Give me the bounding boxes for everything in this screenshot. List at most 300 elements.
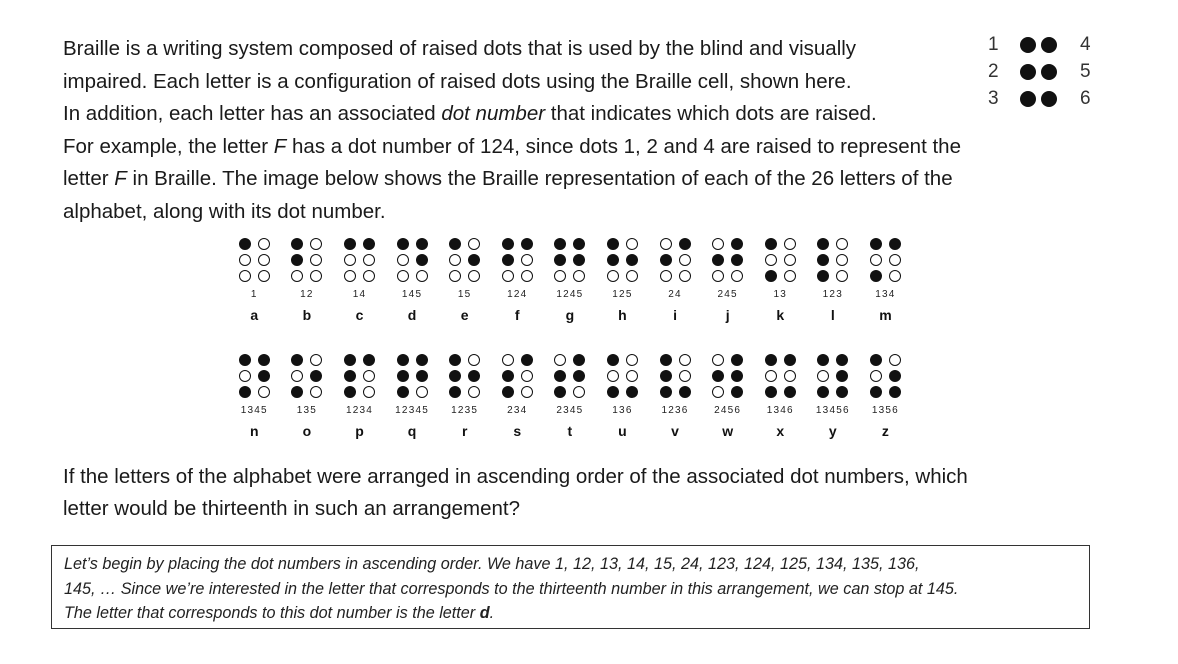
empty-dot xyxy=(521,386,533,398)
braille-cell xyxy=(501,237,534,283)
dot-number-label: 1345 xyxy=(240,405,268,416)
empty-dot xyxy=(502,354,514,366)
empty-dot xyxy=(626,370,638,382)
empty-dot xyxy=(258,386,270,398)
dot-number-label: 1346 xyxy=(766,405,794,416)
braille-letter-h xyxy=(596,237,649,323)
letter-label: b xyxy=(302,307,312,323)
empty-dot xyxy=(449,270,461,282)
raised-dot xyxy=(817,354,829,366)
legend-dot xyxy=(1020,64,1036,80)
letter-label: i xyxy=(673,307,677,323)
dot-number-label: 13456 xyxy=(815,405,850,416)
intro-text: In addition, each letter has an associated xyxy=(63,102,442,125)
empty-dot xyxy=(573,270,585,282)
empty-dot xyxy=(607,270,619,282)
empty-dot xyxy=(344,270,356,282)
empty-dot xyxy=(554,270,566,282)
empty-dot xyxy=(521,254,533,266)
empty-dot xyxy=(468,238,480,250)
legend-row-2 xyxy=(984,61,1096,87)
raised-dot xyxy=(712,370,724,382)
braille-letter-d xyxy=(386,237,439,323)
empty-dot xyxy=(784,238,796,250)
raised-dot xyxy=(573,354,585,366)
braille-cell xyxy=(553,353,586,399)
empty-dot xyxy=(626,354,638,366)
letter-label: d xyxy=(407,307,417,323)
intro-text: has a dot number of 124, since dots 1, 2 and 4 are raised to represent the xyxy=(286,134,961,158)
legend-dot-label: 1 xyxy=(988,34,999,55)
raised-dot xyxy=(889,386,901,398)
braille-cell xyxy=(711,237,744,283)
raised-dot xyxy=(607,354,619,366)
letter-label: y xyxy=(828,423,837,439)
raised-dot xyxy=(397,370,409,382)
letter-label: n xyxy=(250,423,259,439)
solution-text: The letter that corresponds to this dot number is the letter xyxy=(64,604,480,622)
raised-dot xyxy=(502,254,514,266)
letter-label: c xyxy=(355,307,364,323)
raised-dot xyxy=(836,354,848,366)
braille-letter-j xyxy=(701,237,754,323)
raised-dot xyxy=(554,386,566,398)
letter-label: m xyxy=(879,307,892,323)
raised-dot xyxy=(468,254,480,266)
empty-dot xyxy=(449,254,461,266)
empty-dot xyxy=(626,270,638,282)
braille-letter-k xyxy=(754,237,807,323)
raised-dot xyxy=(239,238,251,250)
braille-letter-m xyxy=(859,237,912,323)
intro-line-6: alphabet, along with its dot number. xyxy=(63,199,386,223)
question-line-1: If the letters of the alphabet were arranged in ascending order of the associated dot numbers, which xyxy=(63,465,968,488)
empty-dot xyxy=(291,370,303,382)
braille-cell xyxy=(816,353,849,399)
empty-dot xyxy=(626,238,638,250)
braille-letter-b xyxy=(281,237,334,323)
raised-dot xyxy=(554,370,566,382)
raised-dot xyxy=(363,354,375,366)
braille-cell xyxy=(238,353,271,399)
braille-letter-s xyxy=(491,353,544,439)
raised-dot xyxy=(573,254,585,266)
empty-dot xyxy=(765,370,777,382)
raised-dot xyxy=(660,254,672,266)
legend-dot-label: 4 xyxy=(1080,34,1091,55)
raised-dot xyxy=(817,238,829,250)
braille-cell-legend xyxy=(984,34,1096,114)
braille-cell xyxy=(553,237,586,283)
braille-letter-w xyxy=(701,353,754,439)
letter-label: x xyxy=(776,423,785,439)
empty-dot xyxy=(344,254,356,266)
letter-label: q xyxy=(407,423,417,439)
solution-text: . xyxy=(489,604,495,622)
letter-label: e xyxy=(460,307,469,323)
dot-number-label: 1235 xyxy=(451,405,479,416)
raised-dot xyxy=(784,386,796,398)
raised-dot xyxy=(889,238,901,250)
raised-dot xyxy=(521,354,533,366)
empty-dot xyxy=(870,370,882,382)
intro-line-2: impaired. Each letter is a configuration of raised dots using the Braille cell, shown here. xyxy=(63,69,852,93)
dot-number-label: 1234 xyxy=(345,405,373,416)
empty-dot xyxy=(679,370,691,382)
empty-dot xyxy=(784,254,796,266)
braille-letter-o xyxy=(281,353,334,439)
raised-dot xyxy=(449,354,461,366)
braille-alphabet-row-1 xyxy=(228,237,912,323)
raised-dot xyxy=(239,386,251,398)
empty-dot xyxy=(397,254,409,266)
empty-dot xyxy=(765,254,777,266)
raised-dot xyxy=(416,254,428,266)
empty-dot xyxy=(363,386,375,398)
empty-dot xyxy=(679,354,691,366)
raised-dot xyxy=(521,238,533,250)
question-paragraph xyxy=(63,461,1113,525)
letter-f-term: F xyxy=(114,167,127,190)
empty-dot xyxy=(784,370,796,382)
legend-dot xyxy=(1020,91,1036,107)
braille-letter-l xyxy=(807,237,860,323)
dot-number-label: 12345 xyxy=(395,405,429,416)
intro-line-5 xyxy=(63,163,1073,196)
letter-label: r xyxy=(461,423,468,439)
raised-dot xyxy=(679,238,691,250)
braille-cell xyxy=(606,237,639,283)
braille-letter-i xyxy=(649,237,702,323)
raised-dot xyxy=(573,238,585,250)
legend-dot-label: 6 xyxy=(1080,88,1091,109)
raised-dot xyxy=(449,238,461,250)
raised-dot xyxy=(870,238,882,250)
dot-number-term: dot number xyxy=(441,102,546,125)
dot-number-label: 124 xyxy=(507,289,528,300)
empty-dot xyxy=(712,270,724,282)
raised-dot xyxy=(870,270,882,282)
braille-cell xyxy=(448,237,481,283)
braille-letter-f xyxy=(491,237,544,323)
empty-dot xyxy=(363,270,375,282)
raised-dot xyxy=(731,238,743,250)
dot-number-label: 2345 xyxy=(556,405,584,416)
letter-label: t xyxy=(567,423,573,439)
letter-label: l xyxy=(830,307,835,323)
raised-dot xyxy=(817,386,829,398)
dot-number-label: 134 xyxy=(875,289,896,300)
raised-dot xyxy=(344,238,356,250)
empty-dot xyxy=(363,370,375,382)
empty-dot xyxy=(502,270,514,282)
empty-dot xyxy=(836,238,848,250)
intro-text: in Braille. The image below shows the Braille representation of each of the 26 letters of the xyxy=(126,167,953,190)
intro-text: that indicates which dots are raised. xyxy=(545,102,877,125)
raised-dot xyxy=(502,370,514,382)
empty-dot xyxy=(712,354,724,366)
raised-dot xyxy=(870,354,882,366)
raised-dot xyxy=(291,238,303,250)
raised-dot xyxy=(416,354,428,366)
braille-cell xyxy=(501,353,534,399)
raised-dot xyxy=(554,254,566,266)
braille-cell xyxy=(764,353,797,399)
raised-dot xyxy=(291,254,303,266)
raised-dot xyxy=(291,386,303,398)
raised-dot xyxy=(397,386,409,398)
raised-dot xyxy=(344,354,356,366)
empty-dot xyxy=(416,386,428,398)
raised-dot xyxy=(397,354,409,366)
dot-number-label: 13 xyxy=(773,289,787,300)
raised-dot xyxy=(258,370,270,382)
raised-dot xyxy=(449,386,461,398)
dot-number-label: 234 xyxy=(507,405,528,416)
braille-cell xyxy=(238,237,271,283)
raised-dot xyxy=(291,354,303,366)
raised-dot xyxy=(765,238,777,250)
empty-dot xyxy=(468,386,480,398)
dot-number-label: 245 xyxy=(717,289,738,300)
braille-letter-u xyxy=(596,353,649,439)
letter-label: w xyxy=(722,423,734,439)
braille-cell xyxy=(659,353,692,399)
braille-letter-n xyxy=(228,353,281,439)
dot-number-label: 1 xyxy=(250,289,258,300)
letter-label: u xyxy=(618,423,627,439)
empty-dot xyxy=(660,238,672,250)
solution-box xyxy=(51,545,1090,629)
letter-label: k xyxy=(776,307,785,323)
dot-number-label: 1245 xyxy=(556,289,584,300)
raised-dot xyxy=(397,238,409,250)
raised-dot xyxy=(607,386,619,398)
braille-letter-t xyxy=(544,353,597,439)
braille-cell xyxy=(396,237,429,283)
empty-dot xyxy=(784,270,796,282)
raised-dot xyxy=(817,254,829,266)
braille-letter-x xyxy=(754,353,807,439)
dot-number-label: 1356 xyxy=(871,405,899,416)
empty-dot xyxy=(521,270,533,282)
raised-dot xyxy=(679,386,691,398)
raised-dot xyxy=(765,354,777,366)
dot-number-label: 135 xyxy=(296,405,318,416)
empty-dot xyxy=(817,370,829,382)
braille-letter-r xyxy=(438,353,491,439)
legend-dot xyxy=(1020,37,1036,53)
dot-number-label: 123 xyxy=(822,289,843,300)
raised-dot xyxy=(731,386,743,398)
empty-dot xyxy=(310,386,322,398)
dot-number-label: 136 xyxy=(612,405,633,416)
intro-line-3 xyxy=(63,98,1073,131)
empty-dot xyxy=(363,254,375,266)
raised-dot xyxy=(363,238,375,250)
raised-dot xyxy=(239,354,251,366)
empty-dot xyxy=(239,254,251,266)
empty-dot xyxy=(679,254,691,266)
braille-cell xyxy=(711,353,744,399)
empty-dot xyxy=(870,254,882,266)
empty-dot xyxy=(416,270,428,282)
letter-label: f xyxy=(514,307,520,323)
empty-dot xyxy=(679,270,691,282)
braille-cell xyxy=(869,237,902,283)
braille-cell xyxy=(869,353,902,399)
empty-dot xyxy=(660,270,672,282)
empty-dot xyxy=(310,254,322,266)
dot-number-label: 125 xyxy=(612,289,633,300)
raised-dot xyxy=(889,370,901,382)
empty-dot xyxy=(889,270,901,282)
letter-label: a xyxy=(250,307,259,323)
braille-alphabet-row-2 xyxy=(228,353,912,439)
raised-dot xyxy=(573,370,585,382)
raised-dot xyxy=(310,370,322,382)
raised-dot xyxy=(258,354,270,366)
empty-dot xyxy=(554,354,566,366)
empty-dot xyxy=(310,270,322,282)
question-line-2: letter would be thirteenth in such an arrangement? xyxy=(63,497,520,520)
letter-label: v xyxy=(671,423,679,439)
raised-dot xyxy=(660,354,672,366)
legend-dot xyxy=(1041,91,1057,107)
legend-dot-label: 2 xyxy=(988,61,999,82)
dot-number-label: 1236 xyxy=(661,405,689,416)
empty-dot xyxy=(397,270,409,282)
dot-number-label: 14 xyxy=(352,289,367,300)
raised-dot xyxy=(712,254,724,266)
raised-dot xyxy=(870,386,882,398)
raised-dot xyxy=(554,238,566,250)
raised-dot xyxy=(784,354,796,366)
intro-text: letter xyxy=(63,167,115,190)
braille-letter-a xyxy=(228,237,281,323)
empty-dot xyxy=(889,254,901,266)
legend-dot-label: 3 xyxy=(988,88,999,109)
empty-dot xyxy=(258,270,270,282)
raised-dot xyxy=(607,254,619,266)
raised-dot xyxy=(731,254,743,266)
solution-line-2: 145, … Since we’re interested in the letter that corresponds to the thirteenth number in this arrangement, we can stop at 145. xyxy=(64,579,959,598)
dot-number-label: 12 xyxy=(300,289,314,300)
raised-dot xyxy=(449,370,461,382)
empty-dot xyxy=(468,354,480,366)
empty-dot xyxy=(607,370,619,382)
raised-dot xyxy=(836,386,848,398)
empty-dot xyxy=(239,370,251,382)
letter-label: j xyxy=(725,307,730,323)
letter-label: h xyxy=(618,307,627,323)
empty-dot xyxy=(310,238,322,250)
braille-cell xyxy=(343,237,376,283)
legend-dot xyxy=(1041,37,1057,53)
braille-cell xyxy=(343,353,376,399)
raised-dot xyxy=(731,370,743,382)
braille-cell xyxy=(659,237,692,283)
legend-dot xyxy=(1041,64,1057,80)
braille-letter-p xyxy=(333,353,386,439)
braille-cell xyxy=(606,353,639,399)
letter-label: z xyxy=(881,423,889,439)
empty-dot xyxy=(239,270,251,282)
raised-dot xyxy=(660,386,672,398)
raised-dot xyxy=(731,354,743,366)
raised-dot xyxy=(660,370,672,382)
braille-letter-v xyxy=(649,353,702,439)
braille-cell xyxy=(764,237,797,283)
raised-dot xyxy=(765,386,777,398)
raised-dot xyxy=(502,238,514,250)
legend-row-1 xyxy=(984,34,1096,60)
empty-dot xyxy=(836,254,848,266)
dot-number-label: 24 xyxy=(668,289,682,300)
intro-text: For example, the letter xyxy=(63,134,274,158)
empty-dot xyxy=(291,270,303,282)
letter-label: g xyxy=(565,307,575,323)
braille-letter-e xyxy=(438,237,491,323)
dot-number-label: 15 xyxy=(457,289,472,300)
empty-dot xyxy=(573,386,585,398)
letter-f-term: F xyxy=(273,134,287,158)
raised-dot xyxy=(626,386,638,398)
empty-dot xyxy=(521,370,533,382)
empty-dot xyxy=(712,238,724,250)
empty-dot xyxy=(731,270,743,282)
legend-row-3 xyxy=(984,88,1096,114)
answer-letter: d xyxy=(479,604,490,622)
dot-number-label: 145 xyxy=(401,289,423,300)
raised-dot xyxy=(416,238,428,250)
empty-dot xyxy=(310,354,322,366)
intro-line-1: Braille is a writing system composed of raised dots that is used by the blind and visually xyxy=(63,37,857,60)
raised-dot xyxy=(836,370,848,382)
braille-letter-y xyxy=(807,353,860,439)
solution-line-3 xyxy=(64,601,1077,626)
braille-cell xyxy=(290,353,323,399)
braille-letter-g xyxy=(544,237,597,323)
braille-cell xyxy=(396,353,429,399)
raised-dot xyxy=(817,270,829,282)
empty-dot xyxy=(836,270,848,282)
legend-dot-label: 5 xyxy=(1080,61,1091,82)
intro-line-4 xyxy=(63,131,1073,164)
letter-label: o xyxy=(302,423,312,439)
raised-dot xyxy=(344,386,356,398)
braille-letter-z xyxy=(859,353,912,439)
dot-number-label: 2456 xyxy=(714,405,742,416)
braille-cell xyxy=(816,237,849,283)
braille-cell xyxy=(448,353,481,399)
empty-dot xyxy=(258,254,270,266)
solution-line-1: Let’s begin by placing the dot numbers in ascending order. We have 1, 12, 13, 14, 15, 24, 123, 124, 125, 134, 135, 136, xyxy=(64,555,920,573)
raised-dot xyxy=(626,254,638,266)
letter-label: s xyxy=(513,423,522,439)
braille-letter-c xyxy=(333,237,386,323)
empty-dot xyxy=(258,238,270,250)
raised-dot xyxy=(468,370,480,382)
braille-letter-q xyxy=(386,353,439,439)
raised-dot xyxy=(765,270,777,282)
empty-dot xyxy=(468,270,480,282)
raised-dot xyxy=(502,386,514,398)
intro-paragraph xyxy=(63,33,1073,228)
empty-dot xyxy=(889,354,901,366)
letter-label: p xyxy=(355,423,364,439)
raised-dot xyxy=(344,370,356,382)
